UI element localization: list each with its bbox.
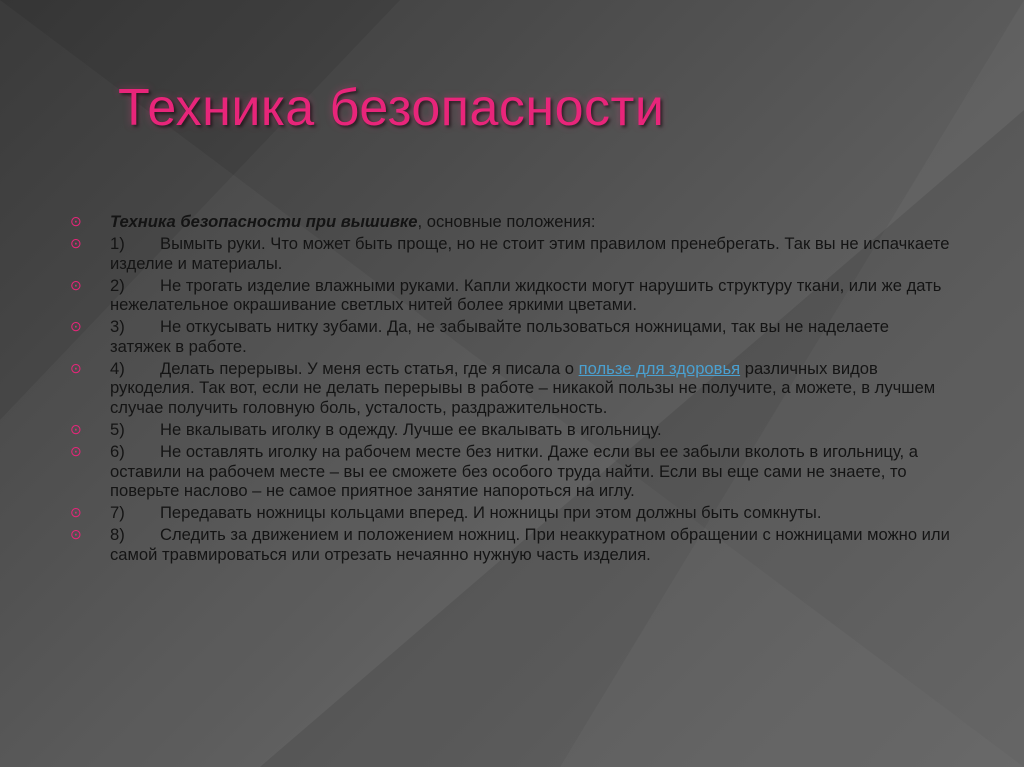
circled-dot-icon: ⊙ [70, 318, 82, 335]
circled-dot-icon: ⊙ [70, 235, 82, 252]
list-item-intro [70, 212, 950, 231]
item-number: 8) [110, 525, 125, 545]
health-benefits-link[interactable]: пользе для здоровья [578, 359, 741, 379]
list-item [70, 359, 950, 417]
intro-lead: Техника безопасности при вышивке [110, 212, 418, 231]
item-number: 5) [110, 419, 125, 439]
item-number: 6) [110, 442, 125, 462]
item-text: Не вкалывать иголку в одежду. Лучше ее вкалывать в игольницу. [160, 419, 662, 439]
item-text-before: Делать перерывы. У меня есть статья, где я писала о [160, 359, 579, 379]
item-number: 2) [110, 275, 125, 295]
list-item [70, 234, 950, 273]
bullet-list [70, 212, 950, 567]
circled-dot-icon: ⊙ [70, 504, 82, 521]
item-number: 4) [110, 359, 125, 379]
circled-dot-icon: ⊙ [70, 420, 82, 437]
item-number: 3) [110, 317, 125, 337]
list-item [70, 503, 950, 522]
item-text: Не откусывать нитку зубами. Да, не забывайте пользоваться ножницами, так вы не наделаете затяжек в работе. [110, 317, 889, 356]
slide-title: Техника безопасности [118, 79, 665, 137]
circled-dot-icon: ⊙ [70, 443, 82, 460]
item-text: Не оставлять иголку на рабочем месте без нитки. Даже если вы ее забыли вколоть в игольницу, а оставили на рабочем месте – вы ее сможете без особого труда найти. Если вы еще сами не знаете, то поверьте наслово – не самое приятное занятие напороться на иглу. [110, 442, 918, 500]
circled-dot-icon: ⊙ [70, 276, 82, 293]
item-number: 7) [110, 503, 125, 523]
circled-dot-icon: ⊙ [70, 360, 82, 377]
item-text: Передавать ножницы кольцами вперед. И ножницы при этом должны быть сомкнуты. [160, 503, 822, 523]
list-item [70, 276, 950, 315]
item-text: Следить за движением и положением ножниц. При неаккуратном обращении с ножницами можно или самой травмироваться или отрезать нечаянно нужную часть изделия. [110, 525, 950, 564]
item-text: Не трогать изделие влажными руками. Капли жидкости могут нарушить структуру ткани, или же дать нежелательное окрашивание светлых нитей более яркими цветами. [110, 275, 942, 315]
circled-dot-icon: ⊙ [70, 213, 82, 229]
intro-rest: , основные положения: [417, 212, 596, 231]
item-number: 1) [110, 234, 125, 254]
item-text: Вымыть руки. Что может быть проще, но не стоит этим правилом пренебрегать. Так вы не испачкаете изделие и материалы. [110, 234, 950, 273]
list-item [70, 525, 950, 564]
list-item [70, 420, 950, 439]
item-text-after: различных видов рукоделия. Так вот, если не делать перерывы в работе – никакой пользы не получите, а можете, в лучшем случае получить головную боль, усталость, раздражительность. [110, 359, 936, 417]
list-item [70, 317, 950, 356]
list-item [70, 442, 950, 500]
circled-dot-icon: ⊙ [70, 526, 82, 543]
